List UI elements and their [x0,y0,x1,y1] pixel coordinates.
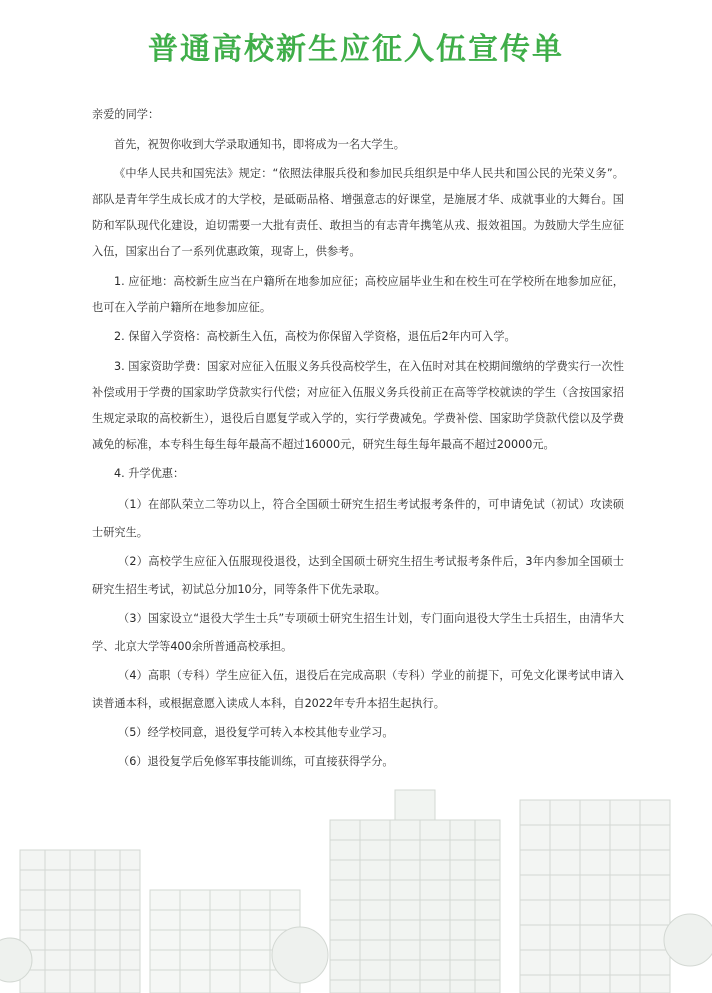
campus-buildings-watermark [0,740,712,993]
intro-paragraph: 首先，祝贺你收到大学录取通知书，即将成为一名大学生。 [114,137,405,151]
policy-sub-item: （2）高校学生应征入伍服现役退役，达到全国硕士研究生招生考试报考条件后，3年内参加全国硕士研究生招生考试，初试总分加10分，同等条件下优先录取。 [92,554,624,596]
policy-sub-item: （3）国家设立“退役大学生士兵”专项硕士研究生招生计划，专门面向退役大学生士兵招生，由清华大学、北京大学等400余所普通高校承担。 [92,611,624,653]
policy-sub-item: （6）退役复学后免修军事技能训练，可直接获得学分。 [118,754,394,768]
flyer-title: 普通高校新生应征入伍宣传单 [148,32,564,67]
salutation: 亲爱的同学： [92,108,160,121]
policy-sub-item: （5）经学校同意，退役复学可转入本校其他专业学习。 [118,725,394,739]
flyer-body [92,102,624,777]
policy-item: 3. 国家资助学费：国家对应征入伍服义务兵役高校学生，在入伍时对其在校期间缴纳的学费实行一次性补偿或用于学费的国家助学贷款实行代偿；对应征入伍服义务兵役前正在高等学校就读的学生（含按国家招生规定录取的高校新生），退役后自愿复学或入学的，实行学费减免。学费补偿、国家助学贷款代偿以及学费减免的标准，本专科生每生每年最高不超过16000元，研究生每生每年最高不超过20000元。 [92,359,624,451]
intro-paragraph: 《中华人民共和国宪法》规定：“依照法律服兵役和参加民兵组织是中华人民共和国公民的光荣义务”。部队是青年学生成长成才的大学校，是砥砺品格、增强意志的好课堂，是施展才华、成就事业的大舞台。国防和军队现代化建设，迫切需要一大批有责任、敢担当的有志青年携笔从戎、报效祖国。为鼓励大学生应征入伍，国家出台了一系列优惠政策，现寄上，供参考。 [92,167,624,258]
policy-item: 1. 应征地：高校新生应当在户籍所在地参加应征；高校应届毕业生和在校生可在学校所在地参加应征，也可在入学前户籍所在地参加应征。 [92,274,624,314]
policy-sub-item: （1）在部队荣立二等功以上，符合全国硕士研究生招生考试报考条件的，可申请免试（初试）攻读硕士研究生。 [92,497,624,539]
policy-item: 2. 保留入学资格：高校新生入伍，高校为你保留入学资格，退伍后2年内可入学。 [114,330,516,343]
policy-item: 4. 升学优惠： [114,467,185,480]
policy-sub-item: （4）高职（专科）学生应征入伍，退役后在完成高职（专科）学业的前提下，可免文化课考试申请入读普通本科，或根据意愿入读成人本科，自2022年专升本招生起执行。 [92,668,624,710]
